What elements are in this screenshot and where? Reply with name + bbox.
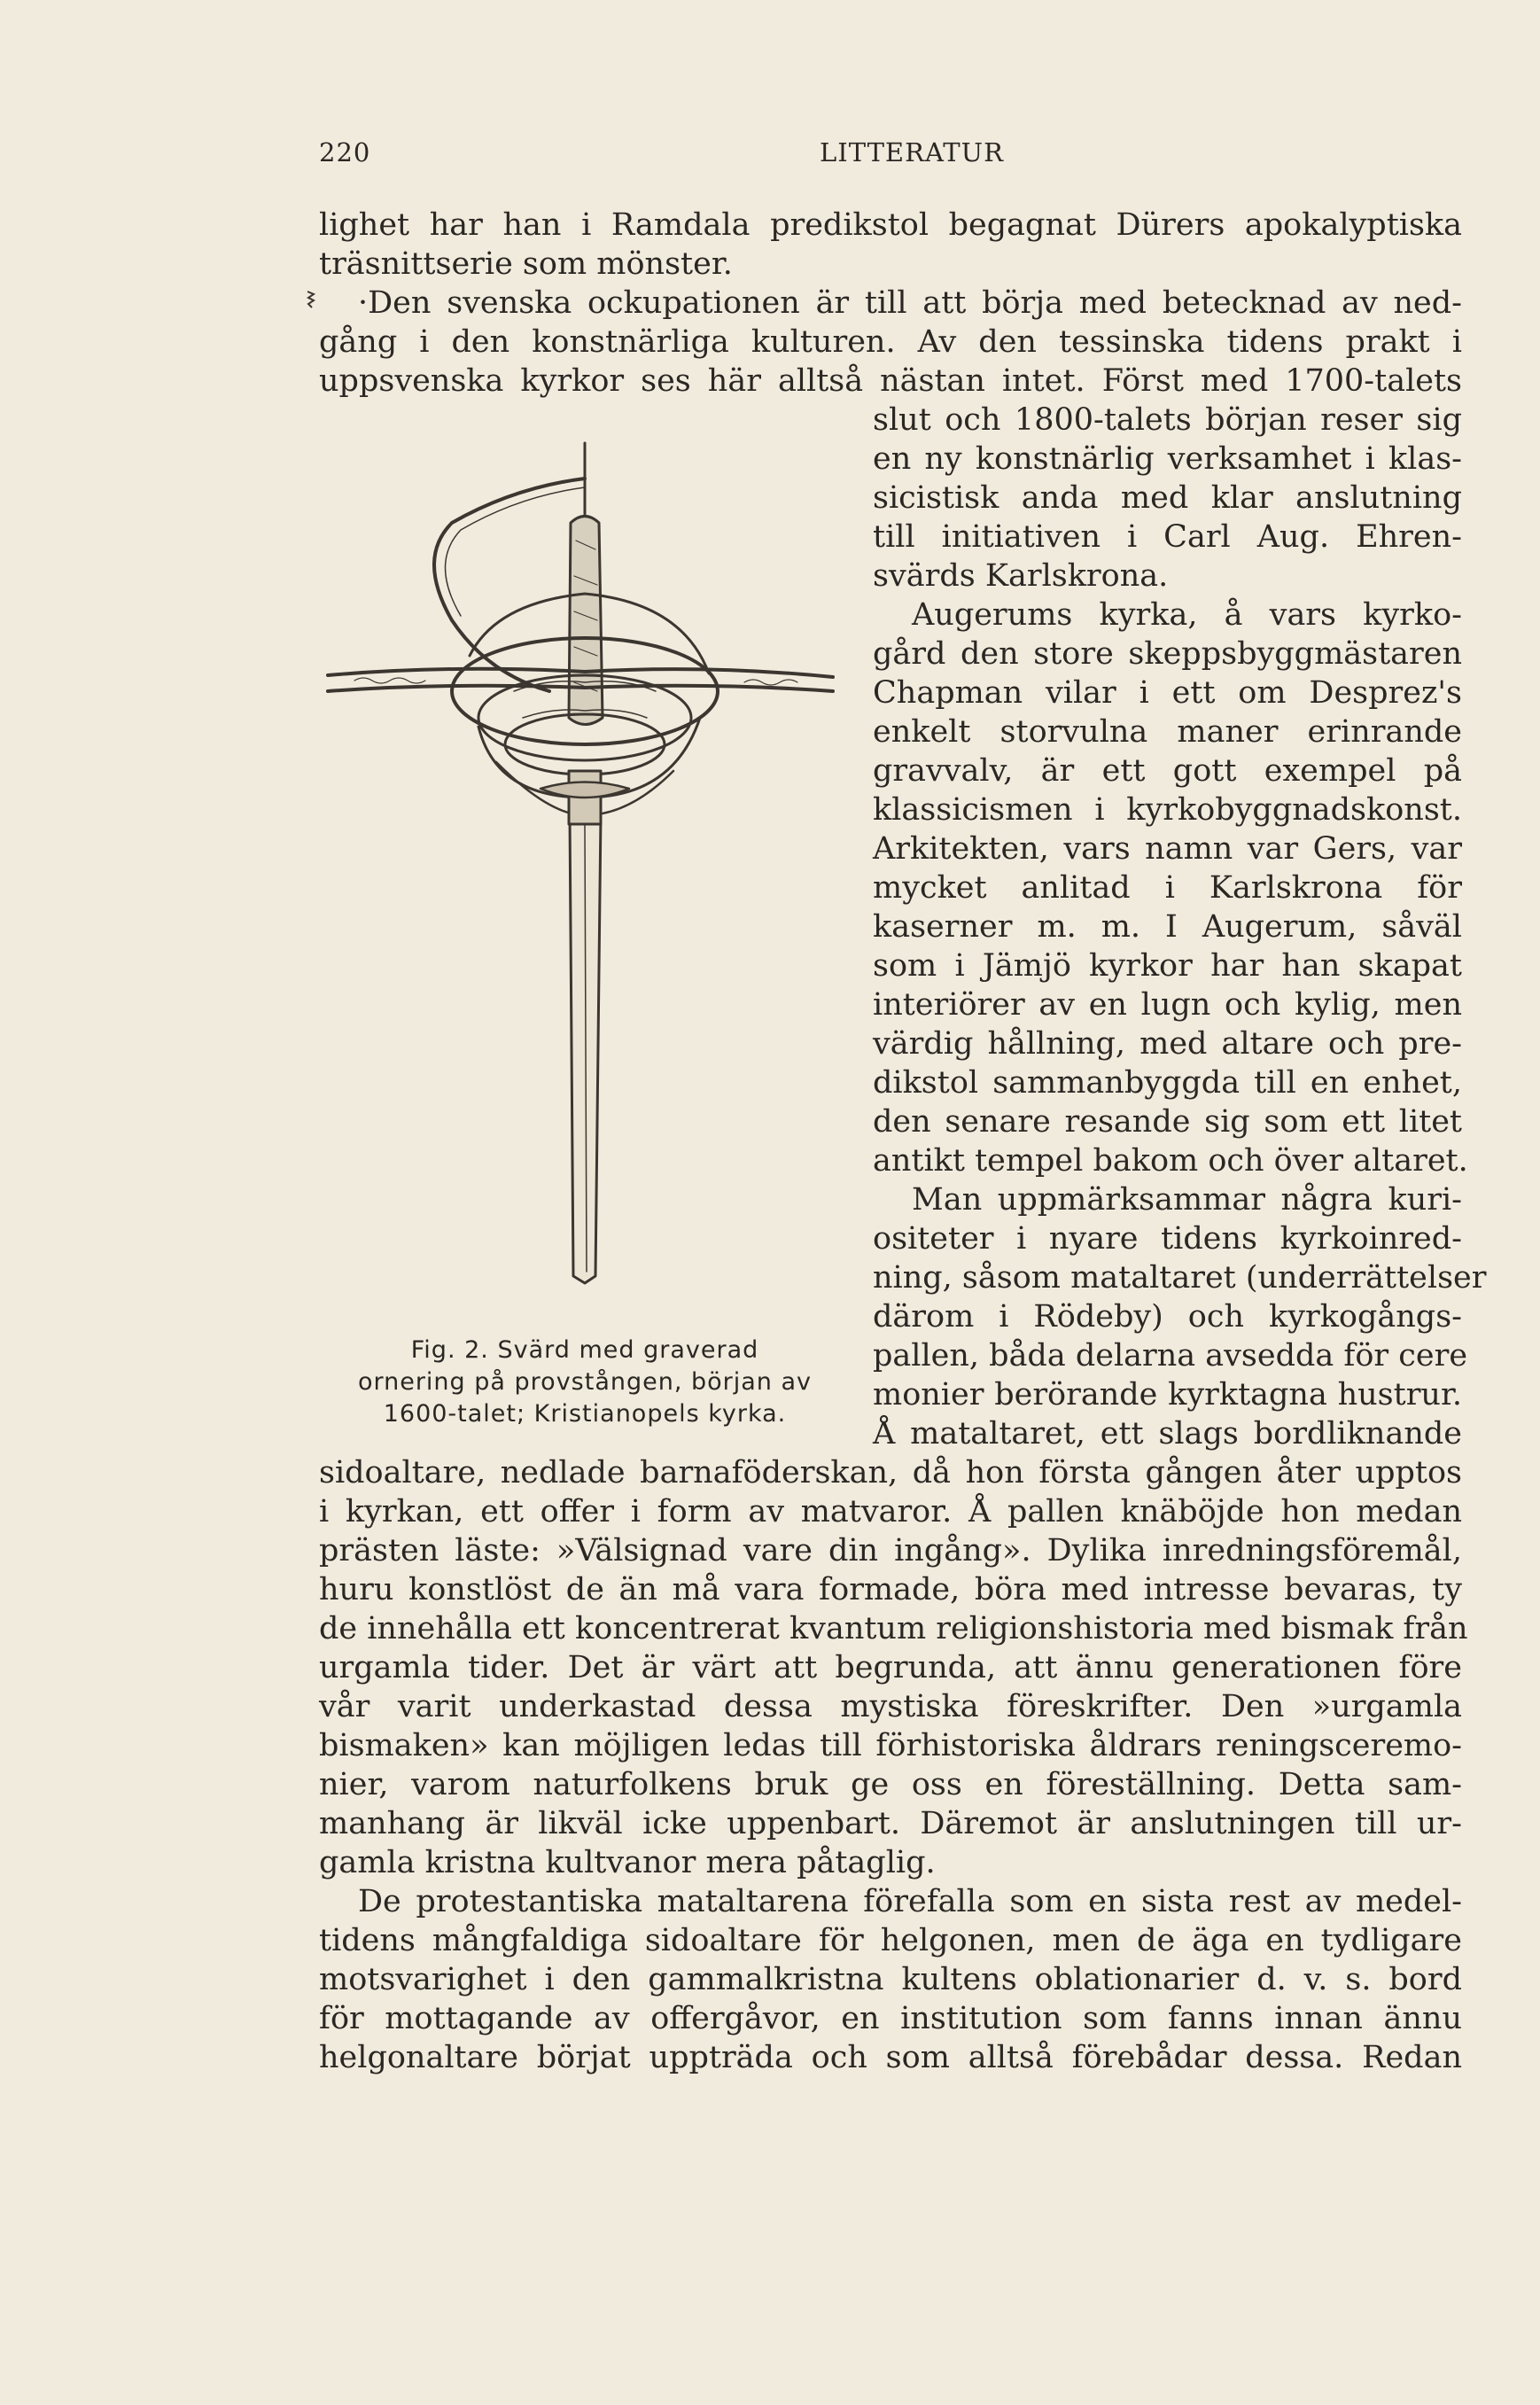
text-line: Å mataltaret, ett slags bordliknande bbox=[873, 1416, 1462, 1452]
text-line: manhang är likväl icke uppenbart. Däremot är anslutningen till ur- bbox=[319, 1806, 1462, 1841]
figure-caption-line: ornering på provstången, början av bbox=[357, 1368, 813, 1396]
text-line: De protestantiska mataltarena förefalla som en sista rest av medel- bbox=[358, 1884, 1462, 1919]
text-line: enkelt storvulna maner erinrande bbox=[873, 714, 1462, 750]
figure-caption-line: 1600-talet; Kristianopels kyrka. bbox=[383, 1400, 787, 1428]
text-line: klassicismen i kyrkobyggnadskonst. bbox=[873, 792, 1462, 828]
text-line: monier berörande kyrktagna hustrur. bbox=[873, 1377, 1462, 1413]
text-line: ·Den svenska ockupationen är till att börja med betecknad av ned- bbox=[358, 285, 1462, 321]
text-line: Arkitekten, vars namn var Gers, var bbox=[873, 831, 1462, 867]
text-line: gravvalv, är ett gott exempel på bbox=[873, 753, 1462, 789]
text-line: gård den store skeppsbyggmästaren bbox=[873, 636, 1462, 672]
text-line: huru konstlöst de än må vara formade, böra med intresse bevaras, ty bbox=[319, 1572, 1462, 1607]
running-title: LITTERATUR bbox=[820, 137, 1004, 167]
text-line: vår varit underkastad dessa mystiska föreskrifter. Den »urgamla bbox=[319, 1689, 1462, 1724]
text-line: som i Jämjö kyrkor har han skapat bbox=[873, 948, 1462, 984]
text-line: de innehålla ett koncentrerat kvantum religionshistoria med bismak från bbox=[319, 1611, 1468, 1646]
text-line: värdig hållning, med altare och pre- bbox=[873, 1026, 1462, 1062]
text-line: kaserner m. m. I Augerum, såväl bbox=[873, 909, 1462, 945]
text-line: gamla kristna kultvanor mera påtaglig. bbox=[319, 1845, 936, 1880]
text-line: för mottagande av offergåvor, en institution som fanns innan ännu bbox=[319, 2001, 1462, 2036]
text-line: dikstol sammanbyggda till en enhet, bbox=[873, 1065, 1462, 1101]
text-line: Man uppmärksammar några kuri- bbox=[912, 1182, 1462, 1218]
figure-caption-line: Fig. 2. Svärd med graverad bbox=[410, 1336, 759, 1364]
text-line: motsvarighet i den gammalkristna kultens oblationarier d. v. s. bord bbox=[319, 1962, 1462, 1997]
text-line: Chapman vilar i ett om Desprez's bbox=[873, 675, 1462, 711]
text-line: uppsvenska kyrkor ses här alltså nästan intet. Först med 1700-talets bbox=[319, 363, 1462, 399]
sword-icon bbox=[319, 425, 842, 1338]
text-line: lighet har han i Ramdala predikstol begagnat Dürers apokalyptiska bbox=[319, 207, 1462, 243]
text-line: tidens mångfaldiga sidoaltare för helgonen, men de äga en tydligare bbox=[319, 1923, 1462, 1958]
text-line: i kyrkan, ett offer i form av matvaror. Å pallen knäböjde hon medan bbox=[319, 1494, 1462, 1529]
sword-illustration bbox=[319, 425, 842, 1338]
text-line: ositeter i nyare tidens kyrkoinred- bbox=[873, 1221, 1462, 1257]
text-line: den senare resande sig som ett litet bbox=[873, 1104, 1462, 1140]
text-line: träsnittserie som mönster. bbox=[319, 246, 733, 282]
text-line: slut och 1800-talets början reser sig bbox=[873, 402, 1462, 438]
text-line: mycket anlitad i Karlskrona för bbox=[873, 870, 1462, 906]
text-line: en ny konstnärlig verksamhet i klas- bbox=[873, 441, 1462, 477]
text-line: nier, varom naturfolkens bruk ge oss en föreställning. Detta sam- bbox=[319, 1767, 1462, 1802]
printers-mark-icon bbox=[306, 290, 316, 309]
text-line: till initiativen i Carl Aug. Ehren- bbox=[873, 519, 1462, 555]
text-line: därom i Rödeby) och kyrkogångs- bbox=[873, 1299, 1462, 1335]
text-line: helgonaltare börjat uppträda och som alltså förebådar dessa. Redan bbox=[319, 2040, 1462, 2075]
text-line: prästen läste: »Välsignad vare din ingång». Dylika inredningsföremål, bbox=[319, 1533, 1462, 1568]
text-line: interiörer av en lugn och kylig, men bbox=[873, 987, 1462, 1023]
text-line: ning, såsom mataltaret (underrättelser bbox=[873, 1260, 1487, 1296]
text-line: svärds Karlskrona. bbox=[873, 558, 1169, 594]
text-line: pallen, båda delarna avsedda för cere bbox=[873, 1338, 1468, 1374]
text-line: antikt tempel bakom och över altaret. bbox=[873, 1143, 1468, 1179]
text-line: sicistisk anda med klar anslutning bbox=[873, 480, 1462, 516]
text-line: urgamla tider. Det är värt att begrunda, att ännu generationen före bbox=[319, 1650, 1462, 1685]
running-header bbox=[319, 137, 1462, 182]
text-line: gång i den konstnärliga kulturen. Av den tessinska tidens prakt i bbox=[319, 324, 1462, 360]
text-line: Augerums kyrka, å vars kyrko- bbox=[912, 597, 1462, 633]
page-number: 220 bbox=[319, 137, 371, 167]
text-line: sidoaltare, nedlade barnaföderskan, då hon första gången åter upptos bbox=[319, 1455, 1462, 1490]
text-line: bismaken» kan möjligen ledas till förhistoriska åldrars reningsceremo- bbox=[319, 1728, 1462, 1763]
